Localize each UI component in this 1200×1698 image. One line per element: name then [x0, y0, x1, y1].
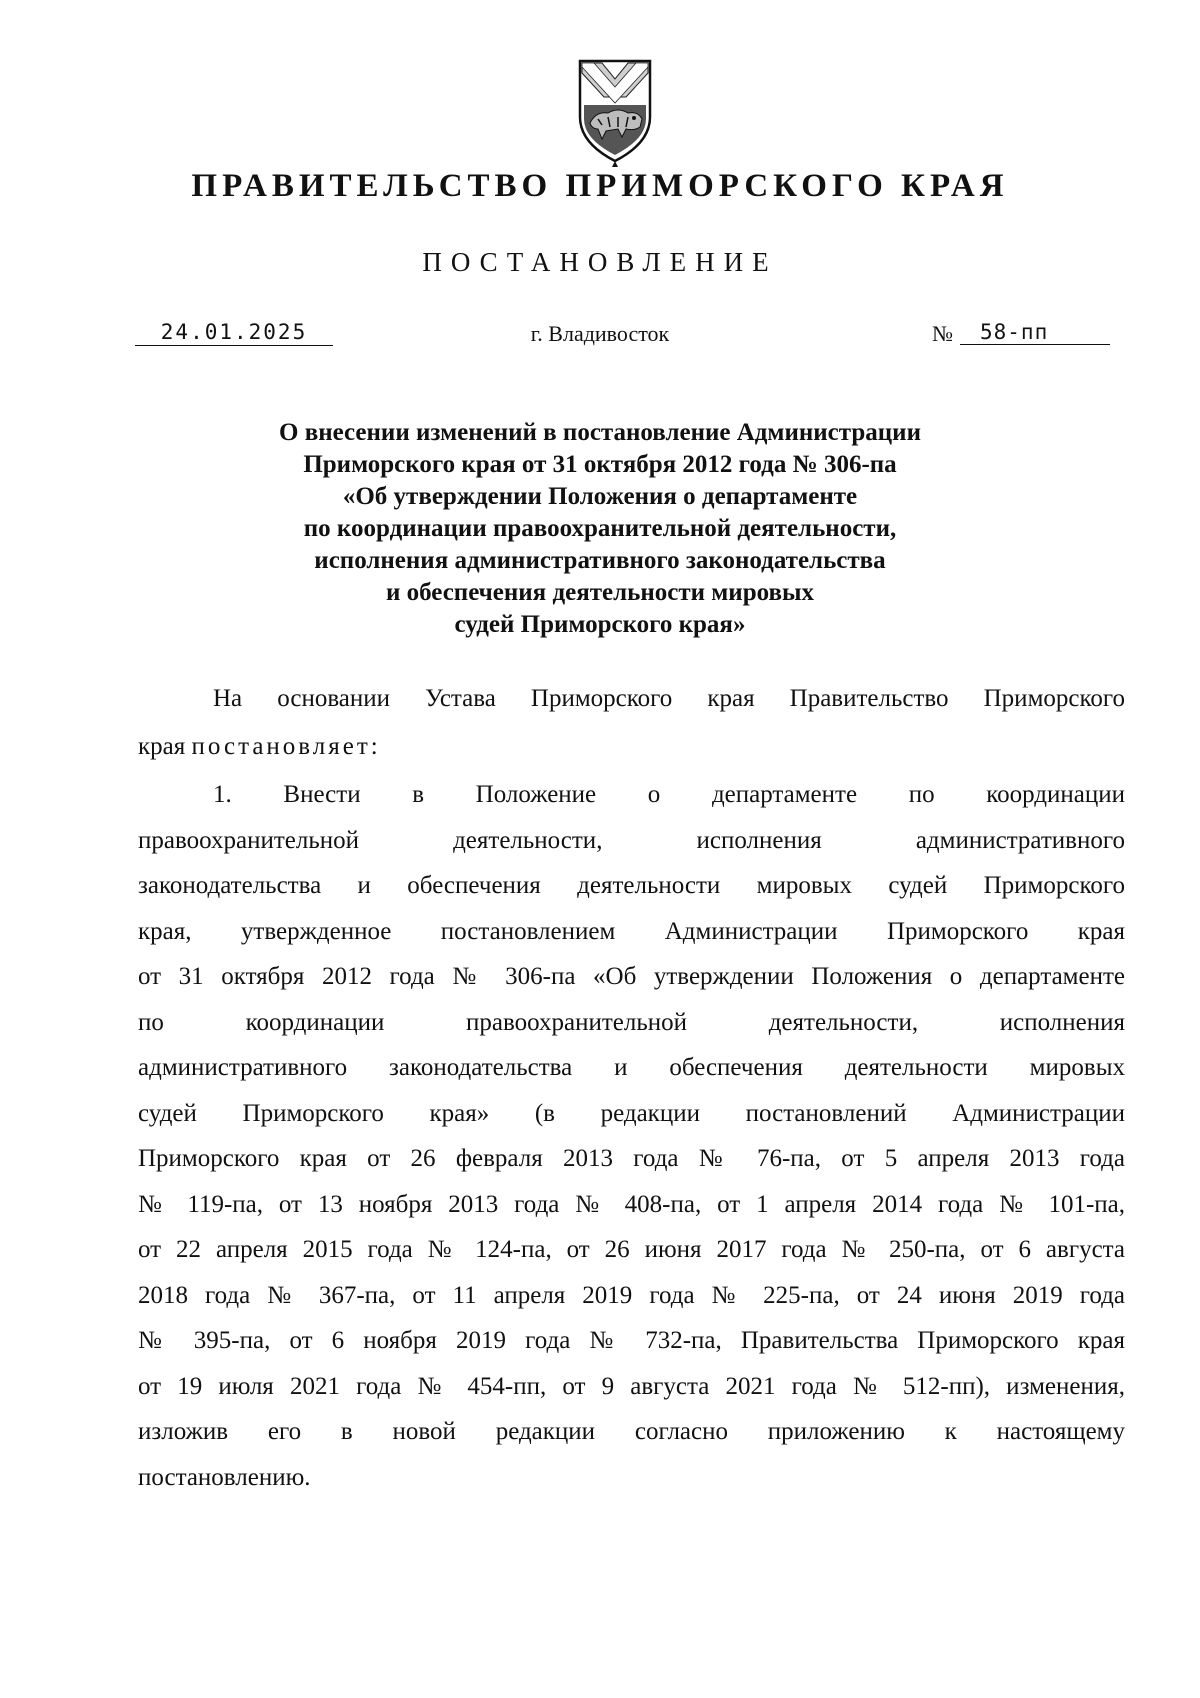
item-line: постановлению. — [138, 1463, 311, 1491]
subject-line: исполнения административного законодательства — [314, 547, 886, 574]
item-line: 1. Внести в Положение о департаменте по координации — [213, 781, 1125, 808]
subject-line: «Об утверждении Положения о департаменте — [342, 483, 858, 510]
subject-line: и обеспечения деятельности мировых — [385, 579, 815, 606]
item-line: от 19 июля 2021 года № 454-пп, от 9 августа 2021 года № 512-пп), изменения, — [138, 1372, 1125, 1400]
document-number: 58-пп — [960, 320, 1110, 345]
document-number-label: № — [932, 321, 953, 346]
subject-line: судей Приморского края» — [454, 611, 746, 638]
item-1-paragraph — [138, 779, 1125, 1494]
item-line: от 31 октября 2012 года № 306-па «Об утверждении Положения о департаменте — [138, 963, 1125, 990]
item-line: 2018 года № 367-па, от 11 апреля 2019 года № 225-па, от 24 июня 2019 года — [138, 1281, 1125, 1309]
government-title: ПРАВИТЕЛЬСТВО ПРИМОРСКОГО КРАЯ — [191, 168, 1009, 204]
item-line: административного законодательства и обеспечения деятельности мировых — [138, 1054, 1125, 1081]
document-date: 24.01.2025 — [135, 320, 333, 346]
subject-line: Приморского края от 31 октября 2012 года № 306-па — [303, 451, 897, 478]
item-line: Приморского края от 26 февраля 2013 года № 76-па, от 5 апреля 2013 года — [138, 1145, 1125, 1172]
preamble-prefix: края — [138, 733, 186, 760]
document-subject — [0, 417, 1200, 641]
item-line: от 22 апреля 2015 года № 124-па, от 26 июня 2017 года № 250-па, от 6 августа — [138, 1236, 1125, 1263]
preamble-line — [138, 731, 1125, 763]
subject-line: О внесении изменений в постановление Администрации — [279, 419, 921, 446]
subject-line: по координации правоохранительной деятельности, — [303, 515, 897, 542]
item-line: судей Приморского края» (в редакции постановлений Администрации — [138, 1099, 1125, 1127]
item-line: законодательства и обеспечения деятельности мировых судей Приморского — [138, 872, 1125, 899]
document-type: ПОСТАНОВЛЕНИЕ — [422, 247, 778, 277]
item-line: правоохранительной деятельности, исполнения административного — [138, 826, 1125, 854]
resolution-word: постановляет: — [191, 733, 381, 760]
item-line: изложив его в новой редакции согласно приложению к настоящему — [138, 1418, 1125, 1445]
item-line: № 395-па, от 6 ноября 2019 года № 732-па, Правительства Приморского края — [138, 1327, 1125, 1354]
item-line: края, утвержденное постановлением Администрации Приморского края — [138, 917, 1125, 945]
preamble-paragraph — [138, 683, 1125, 763]
preamble-line: На основании Устава Приморского края Правительство Приморского — [213, 685, 1125, 712]
item-line: № 119-па, от 13 ноября 2013 года № 408-па, от 1 апреля 2014 года № 101-па, — [138, 1190, 1125, 1218]
coat-of-arms-icon — [574, 57, 656, 169]
item-line: по координации правоохранительной деятельности, исполнения — [138, 1008, 1125, 1036]
document-city: г. Владивосток — [530, 321, 670, 346]
